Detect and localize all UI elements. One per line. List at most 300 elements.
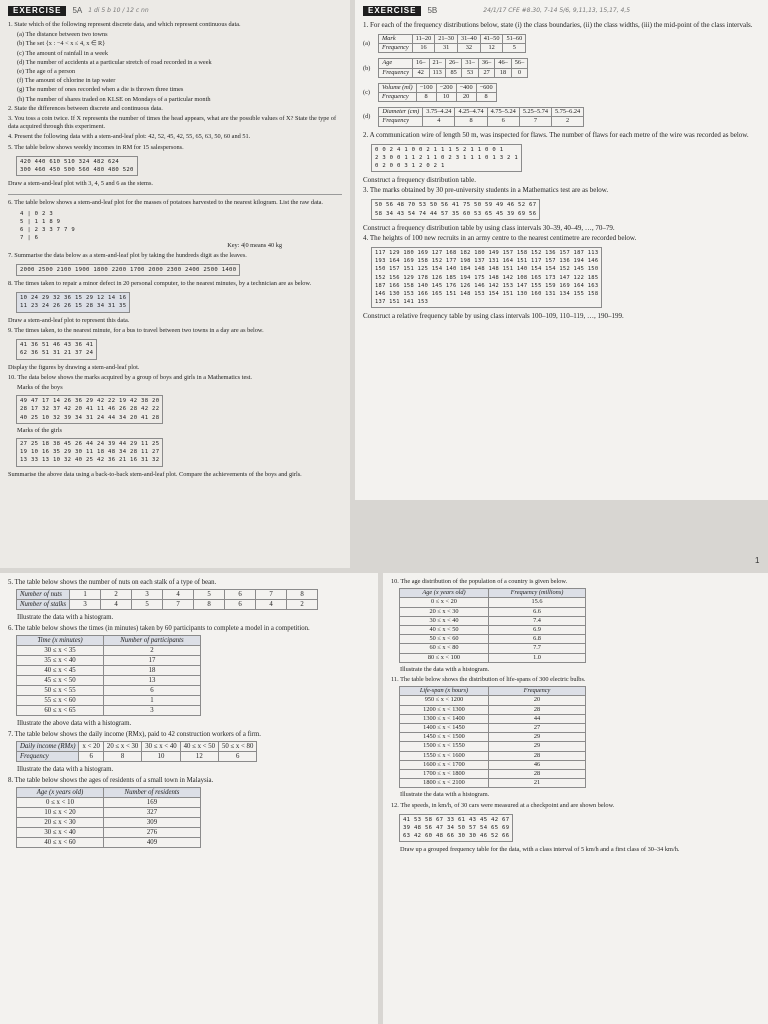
q1a-block (363, 32, 760, 56)
table-cell: 2 (287, 600, 318, 610)
table-cell: 5 (194, 590, 225, 600)
table-row (400, 742, 586, 751)
table-row (17, 656, 201, 666)
table-cell: 30 ≤ x < 40 (400, 616, 489, 625)
table-cell: 4 (163, 590, 194, 600)
table-cell: Frequency (379, 68, 413, 77)
question-10-instruction: Illustrate the data with a histogram. (400, 665, 490, 673)
table-header: Number of residents (104, 788, 201, 798)
question-6: 6. The table below shows the times (in minutes) taken by 60 participants to complete a model in a competition. (8, 625, 310, 632)
table-cell: 8 (103, 752, 141, 762)
table-cell: 1700 ≤ x < 1800 (400, 770, 489, 779)
table-row (379, 35, 526, 44)
q1a-table (378, 34, 526, 53)
table-cell: 1 (104, 696, 201, 706)
table-cell: 3 (104, 706, 201, 716)
table-cell: 31 (435, 44, 458, 53)
table-cell: 7 (256, 590, 287, 600)
q7-table (16, 741, 257, 762)
table-cell: Number of nuts (17, 590, 70, 600)
q1b-block (363, 56, 760, 80)
table-cell: 21– (429, 59, 445, 68)
q10-boys-row: 40 25 10 32 39 34 31 24 44 34 20 41 28 (20, 414, 160, 421)
table-cell: 1.0 (489, 653, 586, 662)
table-cell: 26– (445, 59, 461, 68)
table-cell: 7 (163, 600, 194, 610)
table-cell: 3.75–4.24 (423, 108, 455, 117)
table-cell: 85 (445, 68, 461, 77)
table-row (400, 635, 586, 644)
q10-boys-box (16, 395, 163, 424)
table-row (400, 751, 586, 760)
exercise-5a-panel (0, 0, 350, 568)
exercise-5b-header (363, 4, 760, 18)
table-cell: 50 ≤ x < 55 (17, 686, 104, 696)
table-cell: 12 (480, 44, 503, 53)
table-row (400, 644, 586, 653)
table-cell: 276 (104, 828, 201, 838)
table-cell: 40 ≤ x < 50 (180, 742, 218, 752)
table-cell: 12 (180, 752, 218, 762)
table-cell: 15.6 (489, 598, 586, 607)
table-row (400, 626, 586, 635)
table-row (17, 808, 201, 818)
question-2-instruction: Construct a frequency distribution table. (363, 176, 476, 185)
table-row (17, 676, 201, 686)
table-cell: 60 ≤ x < 80 (400, 644, 489, 653)
q8-row: 10 24 29 32 36 15 29 12 14 16 (20, 295, 127, 302)
table-header: Age (x years old) (400, 589, 489, 598)
table-cell: 21 (489, 779, 586, 788)
table-row (379, 117, 584, 126)
table-cell: 6 (225, 590, 256, 600)
table-cell: 31– (462, 59, 478, 68)
table-row (400, 589, 586, 598)
question-9: 9. The times taken, to the nearest minute, for a bus to travel between two towns in a day are as below. (8, 326, 264, 334)
table-row (400, 705, 586, 714)
question-10-instruction: Summarise the above data using a back-to-back stem-and-leaf plot. Compare the achievements of the boys and girls. (8, 470, 302, 478)
table-cell: 1400 ≤ x < 1450 (400, 724, 489, 733)
table-cell: 60 ≤ x < 65 (17, 706, 104, 716)
q12-row: 39 48 56 47 34 50 57 54 65 69 (403, 825, 510, 832)
table-cell: 6 (79, 752, 103, 762)
table-cell: 0 (511, 68, 527, 77)
table-cell: 40 ≤ x < 60 (17, 838, 104, 848)
histogram-questions-panel-2 (383, 573, 768, 1024)
q10-girls-row: 13 33 13 10 32 40 25 42 36 21 16 31 32 (20, 457, 160, 464)
table-row (400, 733, 586, 742)
table-header: Frequency (489, 687, 586, 696)
table-cell: 40 ≤ x < 50 (400, 626, 489, 635)
table-cell: 46– (495, 59, 511, 68)
table-row (17, 646, 201, 656)
q10-girls-label: Marks of the girls (17, 426, 62, 434)
q9-row: 41 36 51 46 43 36 41 (20, 342, 94, 349)
table-cell: 36– (478, 59, 494, 68)
table-cell: 16– (413, 59, 429, 68)
exercise-5a-header (8, 4, 342, 18)
q7-data-box: 2000 2500 2100 1900 1800 2200 1700 2000 2300 2400 2500 1400 (16, 264, 240, 276)
question-6: 6. The table below shows a stem-and-leaf plot for the masses of potatoes harvested to the nearest kilogram. List the raw data. (8, 199, 323, 207)
table-cell: 8 (194, 600, 225, 610)
table-cell: Age (379, 59, 413, 68)
table-row (17, 696, 201, 706)
q12-row: 63 42 60 48 66 30 30 46 52 66 (403, 833, 510, 840)
table-cell: Volume (ml) (379, 83, 417, 92)
table-cell: 56– (511, 59, 527, 68)
question-5-instruction: Draw a stem-and-leaf plot with 3, 4, 5 and 6 as the stems. (8, 180, 153, 188)
table-row (379, 68, 528, 77)
q4-data-box (371, 247, 602, 308)
q10-girls-box (16, 438, 163, 467)
q1d-table (378, 107, 584, 126)
question-11-instruction: Illustrate the data with a histogram. (400, 791, 490, 799)
table-cell: 5.75–6.24 (552, 108, 584, 117)
table-cell: 21–30 (435, 35, 458, 44)
q3-data-box (371, 199, 540, 219)
question-8-instruction: Draw a stem-and-leaf plot to represent this data. (8, 316, 130, 324)
question-5: 5. The table below shows weekly incomes in RM for 15 salespersons. (8, 143, 184, 151)
question-1: 1. For each of the frequency distributions below, state (i) the class boundaries, (ii) the class widths, (iii) the mid-point of the class intervals. (363, 21, 753, 29)
q4-row: 150 157 151 125 154 140 184 148 148 151 140 154 154 152 145 150 (375, 266, 599, 273)
q4-row: 193 164 169 158 152 177 198 137 131 164 151 117 157 136 194 146 (375, 258, 599, 265)
question-6-instruction: Illustrate the above data with a histogram. (17, 720, 132, 727)
table-row (400, 696, 586, 705)
table-cell: 1450 ≤ x < 1500 (400, 733, 489, 742)
table-row (17, 706, 201, 716)
table-header: Number of participants (104, 636, 201, 646)
table-cell: 1550 ≤ x < 1600 (400, 751, 489, 760)
table-cell: 8 (476, 93, 496, 102)
table-row (17, 798, 201, 808)
q8-row: 11 23 24 26 26 15 28 34 31 35 (20, 303, 127, 310)
question-11: 11. The table below shows the distribution of life-spans of 300 electric bulbs. (391, 676, 586, 684)
q1-item: (a) The distance between two towns (17, 31, 108, 39)
table-row (17, 828, 201, 838)
table-cell: 5.25–5.74 (519, 108, 551, 117)
table-cell: 6.9 (489, 626, 586, 635)
table-row (379, 83, 497, 92)
table-row (400, 607, 586, 616)
q10-boys-row: 49 47 17 14 26 36 29 42 22 19 42 38 20 (20, 398, 160, 405)
table-cell: 5 (132, 600, 163, 610)
question-12: 12. The speeds, in km/h, of 30 cars were measured at a checkpoint and are shown below. (391, 801, 615, 809)
question-5-instruction: Illustrate the data with a histogram. (17, 614, 114, 621)
table-row (400, 653, 586, 662)
table-cell: 20 ≤ x < 30 (400, 607, 489, 616)
table-cell: 35 ≤ x < 40 (17, 656, 104, 666)
table-cell: x < 20 (79, 742, 103, 752)
table-row (17, 742, 257, 752)
table-row (400, 724, 586, 733)
table-cell: 950 ≤ x < 1200 (400, 696, 489, 705)
table-cell: 40 ≤ x < 45 (17, 666, 104, 676)
q4-row: 187 166 158 140 145 176 126 146 142 153 147 155 159 169 164 163 (375, 282, 599, 289)
table-cell: 4 (423, 117, 455, 126)
table-cell: 51–60 (503, 35, 526, 44)
table-cell: 16 (412, 44, 435, 53)
table-cell: Mark (379, 35, 413, 44)
table-cell: 7.4 (489, 616, 586, 625)
table-cell: 20 (456, 93, 476, 102)
table-cell: 0 ≤ x < 20 (400, 598, 489, 607)
table-cell: 11–20 (412, 35, 435, 44)
q10-boys-row: 28 17 32 37 42 20 41 11 46 26 28 42 22 (20, 406, 160, 413)
table-cell: 4 (256, 600, 287, 610)
table-cell: 6 (104, 686, 201, 696)
q2-row: 0 2 0 0 3 1 2 0 2 1 (375, 163, 445, 170)
q2-data-box (371, 144, 522, 173)
table-cell: 80 ≤ x < 100 (400, 653, 489, 662)
table-cell: 3 (70, 600, 101, 610)
table-cell: Frequency (17, 752, 79, 762)
q6-table (16, 635, 201, 716)
table-header: Age (x years old) (17, 788, 104, 798)
table-cell: 7 (519, 117, 551, 126)
q1b-label: (b) (363, 64, 371, 72)
question-2: 2. State the differences between discrete and continuous data. (8, 104, 163, 112)
table-cell: 50 ≤ x < 80 (219, 742, 257, 752)
table-cell: 32 (457, 44, 480, 53)
table-cell: 30 ≤ x < 35 (17, 646, 104, 656)
q1-item: (e) The age of a person (17, 68, 76, 76)
exercise-number: 5A (72, 5, 83, 15)
exercise-number: 5B (427, 5, 438, 15)
table-row (17, 686, 201, 696)
q6-row: 5 | 1 1 8 9 (20, 218, 61, 225)
q1-item: (f) The amount of chlorine in tap water (17, 77, 116, 85)
table-cell: 2 (104, 646, 201, 656)
table-row (17, 752, 257, 762)
q6-key: Key: 4|0 means 40 kg (227, 242, 282, 250)
question-2: 2. A communication wire of length 50 m, was inspected for flaws. The number of flaws for each metre of the wire was recorded as below. (363, 130, 749, 139)
q1c-table (378, 83, 497, 102)
table-cell: 20 ≤ x < 30 (17, 818, 104, 828)
table-cell: 45 ≤ x < 50 (17, 676, 104, 686)
table-cell: 6 (225, 600, 256, 610)
table-cell: 0 ≤ x < 10 (17, 798, 104, 808)
histogram-questions-panel (0, 573, 378, 1024)
q1c-block (363, 81, 760, 105)
q9-row: 62 36 51 31 21 37 24 (20, 350, 94, 357)
table-cell: 10 (142, 752, 180, 762)
table-row (17, 600, 318, 610)
question-10: 10. The age distribution of the population of a country is given below. (391, 578, 568, 585)
table-cell: 4 (101, 600, 132, 610)
q6-stem-leaf (20, 210, 342, 243)
table-cell: −600 (476, 83, 496, 92)
question-4-instruction: Construct a relative frequency table by using class intervals 100–109, 110–119, …, 190–199. (363, 312, 624, 321)
q10-boys-label: Marks of the boys (17, 383, 63, 391)
page-number: 1 (755, 556, 760, 565)
table-cell: 29 (489, 733, 586, 742)
q3-row: 58 34 43 54 74 44 57 35 60 53 65 45 39 69 56 (375, 210, 537, 217)
table-cell: 27 (489, 724, 586, 733)
q1-item: (b) The set {x : −4 < x ≤ 4, x ∈ R} (17, 40, 106, 48)
table-row (17, 666, 201, 676)
table-cell: 6.8 (489, 635, 586, 644)
question-3-instruction: Construct a frequency distribution table by using class intervals 30–39, 40–49, …, 70–79. (363, 223, 615, 232)
table-cell: 42 (413, 68, 429, 77)
table-cell: 30 ≤ x < 40 (142, 742, 180, 752)
table-cell: Number of stalks (17, 600, 70, 610)
question-7: 7. Summarise the data below as a stem-and-leaf plot by taking the hundreds digit as the leaves. (8, 251, 247, 259)
table-cell: 3 (132, 590, 163, 600)
table-cell: −400 (456, 83, 476, 92)
table-cell: 2 (101, 590, 132, 600)
q6-row: 6 | 2 3 3 7 7 9 (20, 227, 76, 234)
question-4: 4. Present the following data with a stem-and-leaf plot: 42, 52, 45, 42, 55, 65, 63, 50, 60 and 51. (8, 133, 251, 141)
table-cell: Diameter (cm) (379, 108, 423, 117)
q4-row: 117 129 180 169 127 168 182 180 149 157 158 152 136 157 187 113 (375, 250, 599, 257)
table-cell: 50 ≤ x < 60 (400, 635, 489, 644)
table-row (17, 636, 201, 646)
table-cell: Daily income (RMx) (17, 742, 79, 752)
q8-table (16, 787, 201, 848)
table-cell: 327 (104, 808, 201, 818)
table-cell: 4.75–5.24 (487, 108, 519, 117)
table-cell: 409 (104, 838, 201, 848)
exercise-5b-panel (355, 0, 768, 500)
q1a-label: (a) (363, 40, 370, 48)
question-12-instruction: Draw up a grouped frequency table for the data, with a class interval of 5 km/h and a first class of 30–34 km/h. (400, 846, 680, 854)
question-7-instruction: Illustrate the data with a histogram. (17, 766, 114, 773)
question-3: 3. You toss a coin twice. If X represents the number of times the head appears, what are the possible values of X? State the type of data acquired through this experiment. (8, 115, 337, 131)
table-cell: 27 (478, 68, 494, 77)
table-cell: 1600 ≤ x < 1700 (400, 760, 489, 769)
table-cell: 41–50 (480, 35, 503, 44)
table-cell: 7.7 (489, 644, 586, 653)
table-header: Life-span (x hours) (400, 687, 489, 696)
q6-row: 7 | 6 (20, 235, 39, 242)
question-3: 3. The marks obtained by 30 pre-university students in a Mathematics test are as below. (363, 186, 609, 195)
table-cell: 17 (104, 656, 201, 666)
table-cell: 18 (495, 68, 511, 77)
q5-table (16, 589, 318, 610)
table-cell: 28 (489, 751, 586, 760)
table-cell: Frequency (379, 44, 413, 53)
table-cell: 6 (487, 117, 519, 126)
table-cell: 55 ≤ x < 60 (17, 696, 104, 706)
q10-girls-row: 27 25 18 38 45 26 44 24 39 44 29 11 25 (20, 440, 160, 447)
q12-row: 41 53 58 67 33 61 43 45 42 67 (403, 816, 510, 823)
table-cell: 1800 ≤ x < 2100 (400, 779, 489, 788)
question-8: 8. The table below shows the ages of residents of a small town in Malaysia. (8, 777, 214, 784)
q5-row: 420 440 610 510 324 482 624 (20, 158, 120, 165)
table-cell: 13 (104, 676, 201, 686)
table-cell: 20 (489, 696, 586, 705)
question-7: 7. The table below shows the daily income (RMx), paid to 42 construction workers of a firm. (8, 731, 262, 738)
q1-item: (g) The number of ones recorded when a die is thrown three times (17, 86, 184, 94)
table-row (400, 687, 586, 696)
table-row (379, 93, 497, 102)
question-8: 8. The times taken to repair a minor defect in 20 personal computer, to the nearest minutes, by a technician are as below. (8, 280, 312, 288)
table-cell: 1 (70, 590, 101, 600)
q11-table (399, 686, 586, 788)
table-cell: 10 (436, 93, 456, 102)
table-cell: 30 ≤ x < 40 (17, 828, 104, 838)
q2-row: 0 0 2 4 1 0 0 2 1 1 1 5 2 1 1 0 0 1 (375, 146, 504, 153)
table-cell: 29 (489, 742, 586, 751)
table-cell: 6 (219, 752, 257, 762)
question-5: 5. The table below shows the number of nuts on each stalk of a type of bean. (8, 579, 217, 586)
q3-row: 50 56 48 70 53 50 56 41 75 50 59 49 46 52 67 (375, 202, 537, 209)
q9-data-box (16, 339, 97, 359)
table-row (400, 714, 586, 723)
question-9-instruction: Display the figures by drawing a stem-and-leaf plot. (8, 363, 140, 371)
table-cell: 4.25–4.74 (455, 108, 487, 117)
q1b-table (378, 58, 528, 77)
q4-row: 152 156 129 178 126 185 194 175 148 142 108 165 173 147 122 185 (375, 274, 599, 281)
table-cell: −200 (436, 83, 456, 92)
table-header: Time (x minutes) (17, 636, 104, 646)
table-cell: 44 (489, 714, 586, 723)
table-cell: Frequency (379, 117, 423, 126)
table-row (17, 818, 201, 828)
table-cell: 46 (489, 760, 586, 769)
table-cell: 28 (489, 770, 586, 779)
table-row (400, 616, 586, 625)
q1d-label: (d) (363, 113, 371, 121)
table-row (17, 590, 318, 600)
table-cell: 2 (552, 117, 584, 126)
table-row (400, 770, 586, 779)
table-cell: 169 (104, 798, 201, 808)
question-1-items (8, 31, 342, 104)
table-cell: 20 ≤ x < 30 (103, 742, 141, 752)
table-row (379, 59, 528, 68)
q1c-label: (c) (363, 88, 370, 96)
table-header: Frequency (millions) (489, 589, 586, 598)
table-row (379, 44, 526, 53)
q1d-block (363, 105, 760, 129)
q6-row: 4 | 0 2 3 (20, 210, 54, 217)
table-cell: 309 (104, 818, 201, 828)
handwritten-note: 24/1/17 CFE #8.30, 7-14 5/6, 9,11,13, 15,17, 4,5 (483, 6, 631, 14)
table-cell: 28 (489, 705, 586, 714)
q2-row: 2 3 0 0 1 1 2 1 1 0 2 3 1 1 1 0 1 3 2 1 (375, 154, 519, 161)
q1-item: (h) The number of shares traded on KLSE on Mondays of a particular month (17, 95, 211, 103)
q12-data-box (399, 814, 513, 843)
exercise-5a-lower (8, 194, 342, 478)
q10-girls-row: 19 10 16 35 29 30 11 18 48 34 28 11 27 (20, 449, 160, 456)
table-cell: 8 (455, 117, 487, 126)
table-cell: 10 ≤ x < 20 (17, 808, 104, 818)
q4-row: 146 130 153 166 165 151 148 153 154 151 130 160 131 134 155 158 (375, 291, 599, 298)
handwritten-note: 1 di 5 b 10 / 12 c nn (88, 6, 149, 14)
question-4: 4. The heights of 100 new recruits in an army centre to the nearest centimetre are recorded below. (363, 234, 637, 243)
table-row (400, 598, 586, 607)
table-cell: −100 (416, 83, 436, 92)
table-cell: 113 (429, 68, 445, 77)
q1-item: (d) The number of accidents at a particular stretch of road recorded in a week (17, 58, 212, 66)
table-row (379, 108, 584, 117)
exercise-badge: EXERCISE (363, 6, 421, 16)
table-cell: 8 (287, 590, 318, 600)
question-10: 10. The data below shows the marks acquired by a group of boys and girls in a Mathematics test. (8, 373, 253, 381)
table-cell: 18 (104, 666, 201, 676)
table-cell: 8 (416, 93, 436, 102)
exercise-badge: EXERCISE (8, 6, 66, 16)
table-cell: 53 (462, 68, 478, 77)
table-cell: Frequency (379, 93, 417, 102)
table-row (400, 760, 586, 769)
q4-row: 137 151 141 153 (375, 299, 429, 306)
q10-table (399, 588, 586, 663)
table-cell: 1300 ≤ x < 1400 (400, 714, 489, 723)
q5-data-box (16, 156, 138, 176)
table-row (400, 779, 586, 788)
